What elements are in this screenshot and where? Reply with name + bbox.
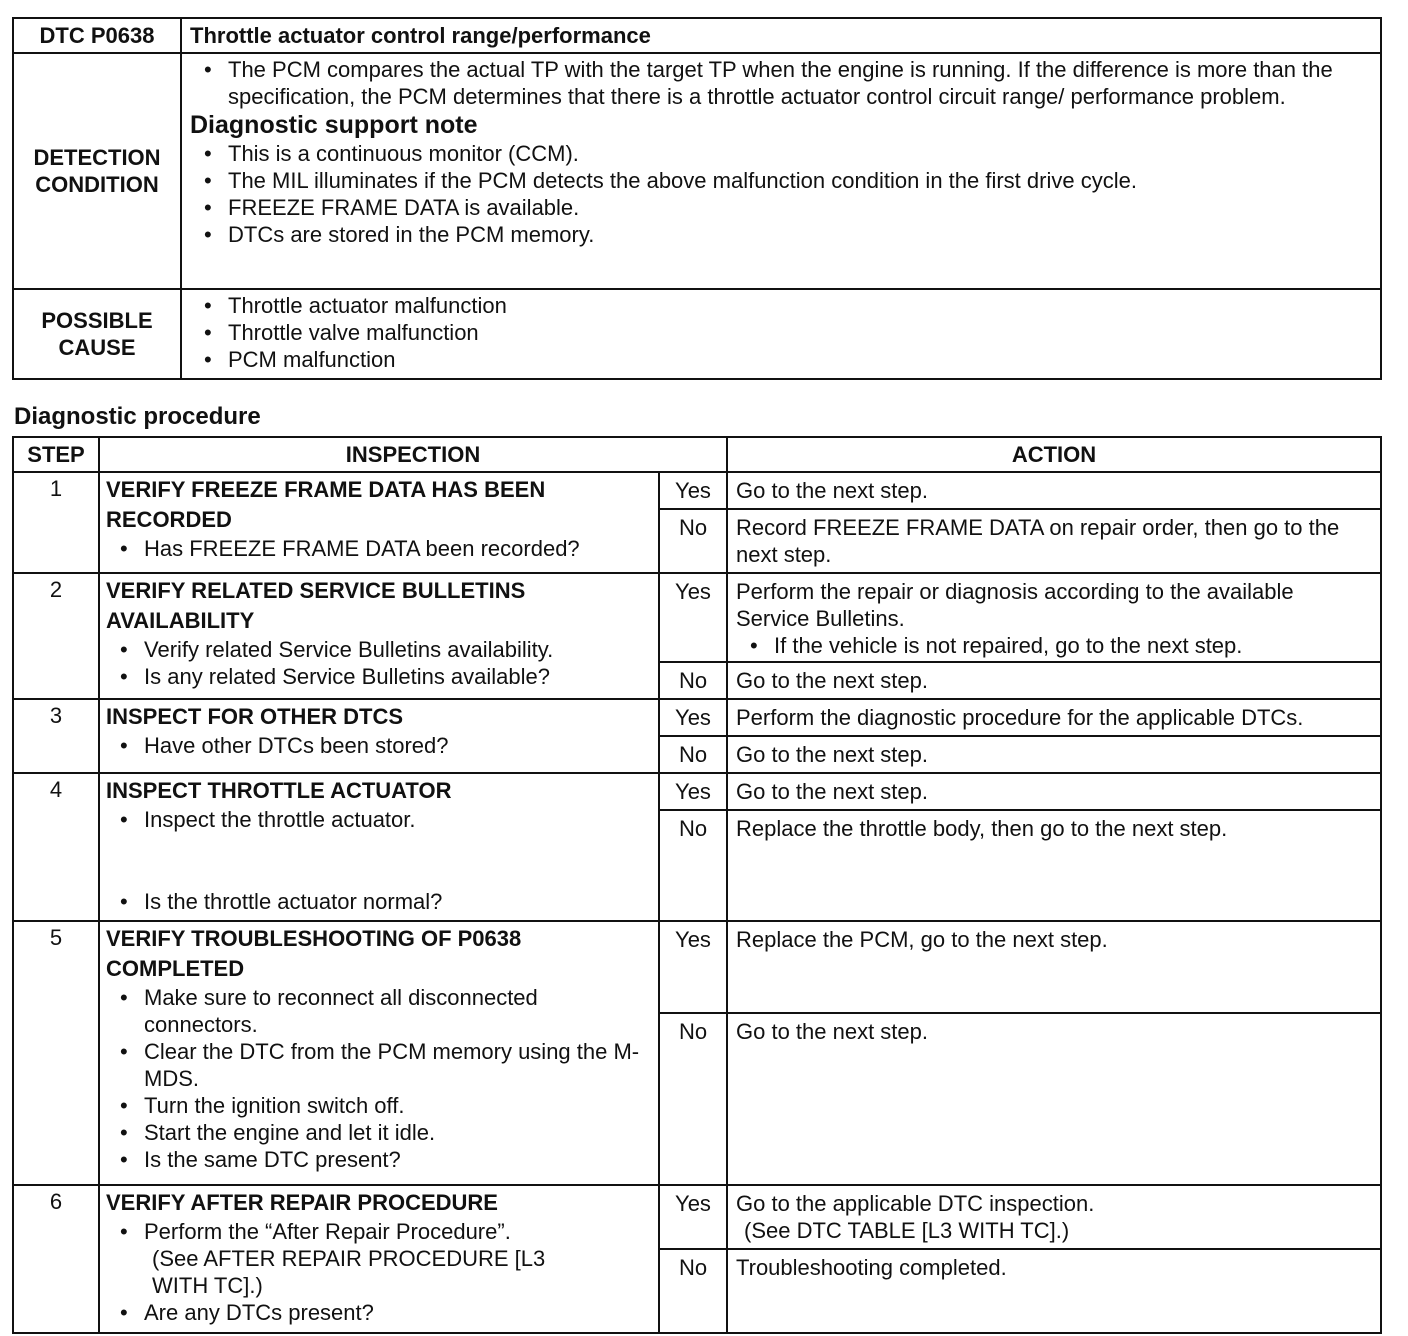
step-title: VERIFY TROUBLESHOOTING OF P0638 COMPLETED xyxy=(106,926,522,981)
step-inspection xyxy=(99,573,659,699)
dtc-title: Throttle actuator control range/performance xyxy=(181,18,1381,53)
yes-action-text: Go to the applicable DTC inspection. xyxy=(736,1191,1095,1216)
action-header: ACTION xyxy=(727,437,1381,472)
support-note-item: • DTCs are stored in the PCM memory. xyxy=(190,221,1370,248)
diagnostic-procedure-table xyxy=(12,436,1382,1334)
no-label: No xyxy=(659,810,727,921)
step-number: 4 xyxy=(13,773,99,921)
step-number: 1 xyxy=(13,472,99,573)
step-header: STEP xyxy=(13,437,99,472)
step-row xyxy=(13,699,1381,736)
inspection-item: • Is any related Service Bulletins available? xyxy=(106,663,652,690)
possible-cause-label xyxy=(13,289,181,379)
no-label: No xyxy=(659,736,727,773)
yes-action: Perform the diagnostic procedure for the applicable DTCs. xyxy=(727,699,1381,736)
yes-action-bullet: • If the vehicle is not repaired, go to the next step. xyxy=(736,632,1372,659)
step-row xyxy=(13,573,1381,662)
step-title: VERIFY FREEZE FRAME DATA HAS BEEN RECORDED xyxy=(106,477,546,532)
inspection-item: • Verify related Service Bulletins availability. xyxy=(106,636,652,663)
no-label: No xyxy=(659,509,727,573)
inspection-item: • Turn the ignition switch off. xyxy=(106,1092,652,1119)
inspection-item: • Are any DTCs present? xyxy=(106,1299,652,1326)
inspection-item: • Has FREEZE FRAME DATA been recorded? xyxy=(106,535,652,562)
yes-action xyxy=(727,573,1381,662)
possible-cause-row xyxy=(13,289,1381,379)
inspection-item: • Make sure to reconnect all disconnected connectors. xyxy=(106,984,652,1038)
support-note-item: • The MIL illuminates if the PCM detects the above malfunction condition in the first drive cycle. xyxy=(190,167,1370,194)
inspection-item-reference: (See AFTER REPAIR PROCEDURE [L3 WITH TC].) xyxy=(152,1246,546,1298)
step-row xyxy=(13,1185,1381,1249)
no-label: No xyxy=(659,1013,727,1185)
possible-cause-content xyxy=(181,289,1381,379)
yes-action-text: Perform the repair or diagnosis according to the available Service Bulletins. xyxy=(736,579,1294,631)
inspection-item: • Have other DTCs been stored? xyxy=(106,732,652,759)
yes-label: Yes xyxy=(659,1185,727,1249)
dtc-code: DTC P0638 xyxy=(13,18,181,53)
dtc-header-row xyxy=(13,18,1381,53)
no-action: Replace the throttle body, then go to the next step. xyxy=(727,810,1381,921)
step-number: 5 xyxy=(13,921,99,1185)
inspection-item: • Is the throttle actuator normal? xyxy=(106,888,652,915)
dtc-info-table xyxy=(12,17,1382,380)
detection-label-line1: DETECTION xyxy=(33,145,161,170)
support-note-item: • FREEZE FRAME DATA is available. xyxy=(190,194,1370,221)
detection-condition-content xyxy=(181,53,1381,289)
step-number: 6 xyxy=(13,1185,99,1333)
yes-label: Yes xyxy=(659,773,727,810)
inspection-header: INSPECTION xyxy=(99,437,727,472)
inspection-item: • Start the engine and let it idle. xyxy=(106,1119,652,1146)
yes-label: Yes xyxy=(659,699,727,736)
yes-action: Replace the PCM, go to the next step. xyxy=(727,921,1381,1013)
inspection-item: • Is the same DTC present? xyxy=(106,1146,652,1173)
procedure-header-row xyxy=(13,437,1381,472)
diagnostic-procedure-heading: Diagnostic procedure xyxy=(14,403,261,430)
inspection-item: • Inspect the throttle actuator. xyxy=(106,806,652,833)
no-action: Troubleshooting completed. xyxy=(727,1249,1381,1333)
cause-item: • PCM malfunction xyxy=(190,346,1370,373)
detection-bullet: • The PCM compares the actual TP with the target TP when the engine is running. If the difference is more than the specification, the PCM determines that there is a throttle actuator control circuit range/ performance problem. xyxy=(190,56,1370,110)
cause-label-line1: POSSIBLE xyxy=(41,308,153,333)
inspection-item: • Clear the DTC from the PCM memory using the M-MDS. xyxy=(106,1038,652,1092)
step-row xyxy=(13,472,1381,509)
cause-label-line2: CAUSE xyxy=(58,335,136,360)
yes-label: Yes xyxy=(659,573,727,662)
step-row xyxy=(13,921,1381,1013)
step-title: INSPECT THROTTLE ACTUATOR xyxy=(106,778,452,803)
no-action: Record FREEZE FRAME DATA on repair order, then go to the next step. xyxy=(727,509,1381,573)
step-title: VERIFY AFTER REPAIR PROCEDURE xyxy=(106,1190,498,1215)
yes-action: Go to the next step. xyxy=(727,472,1381,509)
step-inspection xyxy=(99,699,659,773)
cause-item: • Throttle actuator malfunction xyxy=(190,292,1370,319)
yes-label: Yes xyxy=(659,472,727,509)
yes-action-reference: (See DTC TABLE [L3 WITH TC].) xyxy=(744,1218,1070,1243)
inspection-item-text: Perform the “After Repair Procedure”. xyxy=(144,1219,511,1244)
yes-label: Yes xyxy=(659,921,727,1013)
detection-condition-label xyxy=(13,53,181,289)
step-inspection xyxy=(99,472,659,573)
no-action: Go to the next step. xyxy=(727,736,1381,773)
no-label: No xyxy=(659,662,727,699)
no-action: Go to the next step. xyxy=(727,1013,1381,1185)
step-number: 3 xyxy=(13,699,99,773)
step-title: INSPECT FOR OTHER DTCS xyxy=(106,704,404,729)
step-inspection xyxy=(99,921,659,1185)
detection-label-line2: CONDITION xyxy=(35,172,159,197)
step-row xyxy=(13,773,1381,810)
step-inspection xyxy=(99,1185,659,1333)
inspection-item xyxy=(106,1218,652,1299)
step-title: VERIFY RELATED SERVICE BULLETINS AVAILABILITY xyxy=(106,578,526,633)
support-note-title: Diagnostic support note xyxy=(190,111,478,139)
no-action: Go to the next step. xyxy=(727,662,1381,699)
yes-action: Go to the next step. xyxy=(727,773,1381,810)
step-inspection xyxy=(99,773,659,921)
detection-condition-row xyxy=(13,53,1381,289)
cause-item: • Throttle valve malfunction xyxy=(190,319,1370,346)
step-number: 2 xyxy=(13,573,99,699)
no-label: No xyxy=(659,1249,727,1333)
yes-action xyxy=(727,1185,1381,1249)
support-note-item: • This is a continuous monitor (CCM). xyxy=(190,140,1370,167)
